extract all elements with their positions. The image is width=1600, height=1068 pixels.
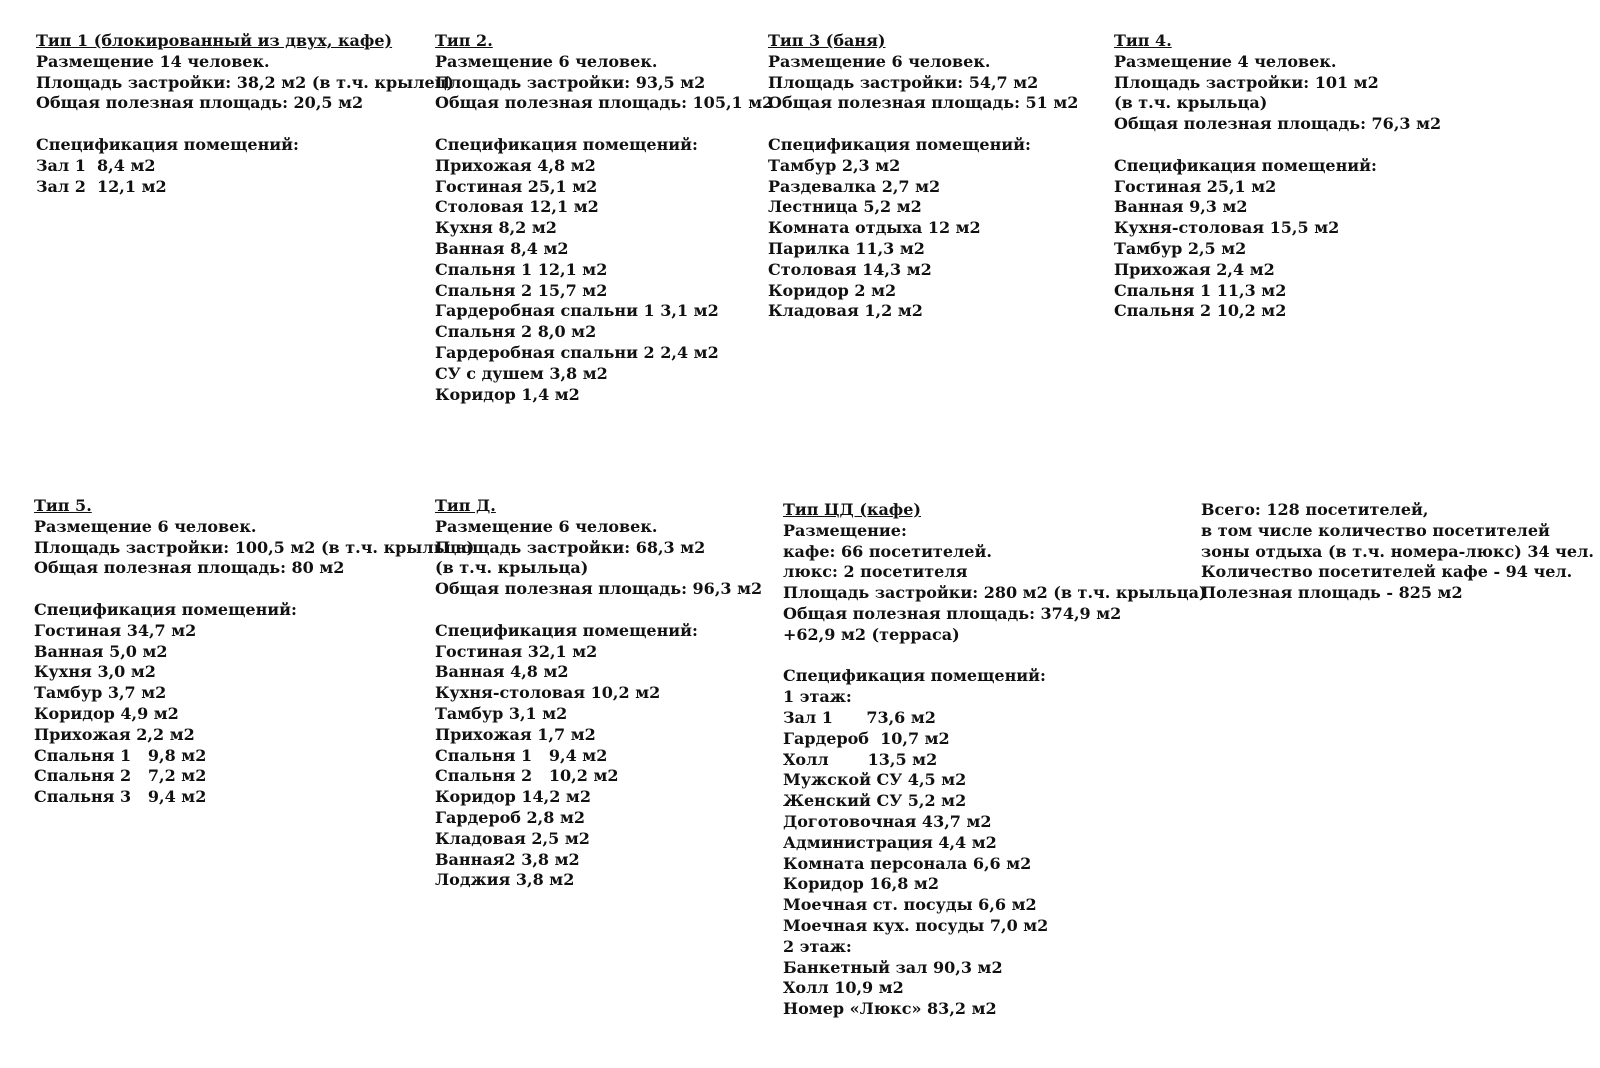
text-line: Ванная 5,0 м2 [34,641,168,661]
block-type-2 [435,31,773,405]
text-line: Размещение 4 человек. [1114,51,1337,71]
text-line: Спальня 2 10,2 м2 [435,766,619,786]
text-line: Всего: 128 посетителей, [1201,500,1429,519]
text-line: Спальня 1 11,3 м2 [1114,280,1287,300]
text-line: Коридор 4,9 м2 [34,703,179,723]
text-line: Парилка 11,3 м2 [768,238,925,258]
text-line: Гардероб 2,8 м2 [435,807,585,827]
text-line: Размещение: [783,520,907,540]
text-line: Коридор 14,2 м2 [435,787,591,807]
text-line: Прихожая 4,8 м2 [435,155,596,175]
text-line: Холл 10,9 м2 [783,978,904,998]
text-line: Общая полезная площадь: 105,1 м2 [435,93,774,113]
text-line: Лоджия 3,8 м2 [435,870,575,890]
text-line: Коридор 1,4 м2 [435,384,580,404]
blank-line [34,579,474,600]
text-line: Кладовая 2,5 м2 [435,828,590,848]
block-type-cd [783,500,1207,1020]
text-line: +62,9 м2 (терраса) [783,624,960,644]
text-line: Гардероб 10,7 м2 [783,728,950,748]
text-line: Кухня-столовая 10,2 м2 [435,683,661,703]
text-line: Общая полезная площадь: 80 м2 [34,558,345,578]
block-title: Тип Д. [435,496,496,515]
blank-line [783,646,1207,667]
text-line: Комната отдыха 12 м2 [768,218,981,238]
text-line: Общая полезная площадь: 20,5 м2 [36,93,364,113]
text-line: Гостиная 25,1 м2 [1114,176,1277,196]
text-line: Холл 13,5 м2 [783,749,938,769]
text-line: Тамбур 3,1 м2 [435,703,568,723]
text-line: Спальня 1 9,4 м2 [435,745,608,765]
text-line: Кухня-столовая 15,5 м2 [1114,218,1340,238]
blank-line [1114,135,1441,156]
text-line: Столовая 14,3 м2 [768,259,932,279]
text-line: люкс: 2 посетителя [783,562,968,582]
text-line: Площадь застройки: 280 м2 (в т.ч. крыльца) [783,583,1207,603]
text-line: Гардеробная спальни 2 2,4 м2 [435,342,719,362]
block-title: Тип 1 (блокированный из двух, кафе) [36,31,393,50]
blank-line [768,114,1078,135]
text-line: Зал 1 73,6 м2 [783,707,936,727]
block-type-5 [34,496,474,808]
text-line: Прихожая 2,2 м2 [34,724,195,744]
text-line: Площадь застройки: 93,5 м2 [435,72,706,92]
text-line: Ванная 4,8 м2 [435,662,569,682]
block-type-3 [768,31,1078,322]
text-line: Размещение 14 человек. [36,51,270,71]
text-line: Спальня 1 12,1 м2 [435,259,608,279]
text-line: Спальня 2 10,2 м2 [1114,301,1287,321]
text-line: Спальня 1 9,8 м2 [34,745,207,765]
text-line: Полезная площадь - 825 м2 [1201,583,1463,603]
text-line: Размещение 6 человек. [435,51,658,71]
text-line: Гостиная 32,1 м2 [435,641,598,661]
text-line: Общая полезная площадь: 76,3 м2 [1114,114,1442,134]
text-line: (в т.ч. крыльца) [1114,93,1268,113]
text-line: Тамбур 3,7 м2 [34,683,167,703]
text-line: Столовая 12,1 м2 [435,197,599,217]
block-type-1 [36,31,454,197]
blank-line [435,600,762,621]
text-line: Прихожая 2,4 м2 [1114,259,1275,279]
text-line: Раздевалка 2,7 м2 [768,176,941,196]
text-line: Гостиная 34,7 м2 [34,620,197,640]
text-line: Размещение 6 человек. [435,516,658,536]
text-line: Моечная кух. посуды 7,0 м2 [783,915,1049,935]
block-summary [1201,500,1594,604]
block-type-4 [1114,31,1441,322]
blank-line [36,114,454,135]
blank-line [435,114,773,135]
text-line: Спальня 2 7,2 м2 [34,766,207,786]
text-line: Площадь застройки: 101 м2 [1114,72,1379,92]
text-line: Банкетный зал 90,3 м2 [783,957,1003,977]
text-line: Ванная 9,3 м2 [1114,197,1248,217]
text-line: Площадь застройки: 54,7 м2 [768,72,1039,92]
text-line: Размещение 6 человек. [768,51,991,71]
text-line: (в т.ч. крыльца) [435,558,589,578]
text-line: Кладовая 1,2 м2 [768,301,923,321]
text-line: Тамбур 2,3 м2 [768,155,901,175]
text-line: Площадь застройки: 68,3 м2 [435,537,706,557]
text-line: Спецификация помещений: [768,134,1031,154]
text-line: Администрация 4,4 м2 [783,832,997,852]
text-line: зоны отдыха (в т.ч. номера-люкс) 34 чел. [1201,541,1594,561]
text-line: 1 этаж: [783,687,852,707]
text-line: Кухня 3,0 м2 [34,662,156,682]
text-line: Коридор 16,8 м2 [783,874,939,894]
text-line: Спецификация помещений: [1114,155,1377,175]
block-title: Тип 3 (баня) [768,31,886,50]
text-line: Тамбур 2,5 м2 [1114,238,1247,258]
text-line: Кухня 8,2 м2 [435,218,557,238]
text-line: Общая полезная площадь: 51 м2 [768,93,1079,113]
text-line: Комната персонала 6,6 м2 [783,853,1032,873]
text-line: Доготовочная 43,7 м2 [783,811,992,831]
text-line: Ванная2 3,8 м2 [435,849,580,869]
text-line: Спецификация помещений: [783,666,1046,686]
text-line: Площадь застройки: 38,2 м2 (в т.ч. крылец) [36,72,455,92]
block-title: Тип 5. [34,496,92,515]
text-line: Гардеробная спальни 1 3,1 м2 [435,301,719,321]
block-title: Тип 2. [435,31,493,50]
text-line: СУ с душем 3,8 м2 [435,363,608,383]
text-line: Гостиная 25,1 м2 [435,176,598,196]
text-line: Спальня 2 8,0 м2 [435,322,597,342]
text-line: Коридор 2 м2 [768,280,897,300]
text-line: Площадь застройки: 100,5 м2 (в т.ч. крыльца) [34,537,475,557]
block-title: Тип 4. [1114,31,1172,50]
text-line: Зал 2 12,1 м2 [36,176,167,196]
text-line: Спецификация помещений: [435,134,698,154]
text-line: Спальня 2 15,7 м2 [435,280,608,300]
text-line: Мужской СУ 4,5 м2 [783,770,967,790]
text-line: кафе: 66 посетителей. [783,541,992,561]
text-line: Спецификация помещений: [435,620,698,640]
text-line: 2 этаж: [783,936,852,956]
text-line: Спальня 3 9,4 м2 [34,787,207,807]
text-line: Лестница 5,2 м2 [768,197,922,217]
block-type-d [435,496,762,891]
text-line: Количество посетителей кафе - 94 чел. [1201,562,1573,582]
text-line: Ванная 8,4 м2 [435,238,569,258]
block-title: Тип ЦД (кафе) [783,500,921,519]
text-line: в том числе количество посетителей [1201,520,1550,540]
text-line: Женский СУ 5,2 м2 [783,791,967,811]
text-line: Общая полезная площадь: 96,3 м2 [435,579,763,599]
text-line: Спецификация помещений: [34,599,297,619]
text-line: Спецификация помещений: [36,134,299,154]
text-line: Общая полезная площадь: 374,9 м2 [783,603,1122,623]
text-line: Прихожая 1,7 м2 [435,724,596,744]
text-line: Размещение 6 человек. [34,516,257,536]
text-line: Моечная ст. посуды 6,6 м2 [783,895,1037,915]
text-line: Номер «Люкс» 83,2 м2 [783,999,997,1019]
text-line: Зал 1 8,4 м2 [36,155,156,175]
